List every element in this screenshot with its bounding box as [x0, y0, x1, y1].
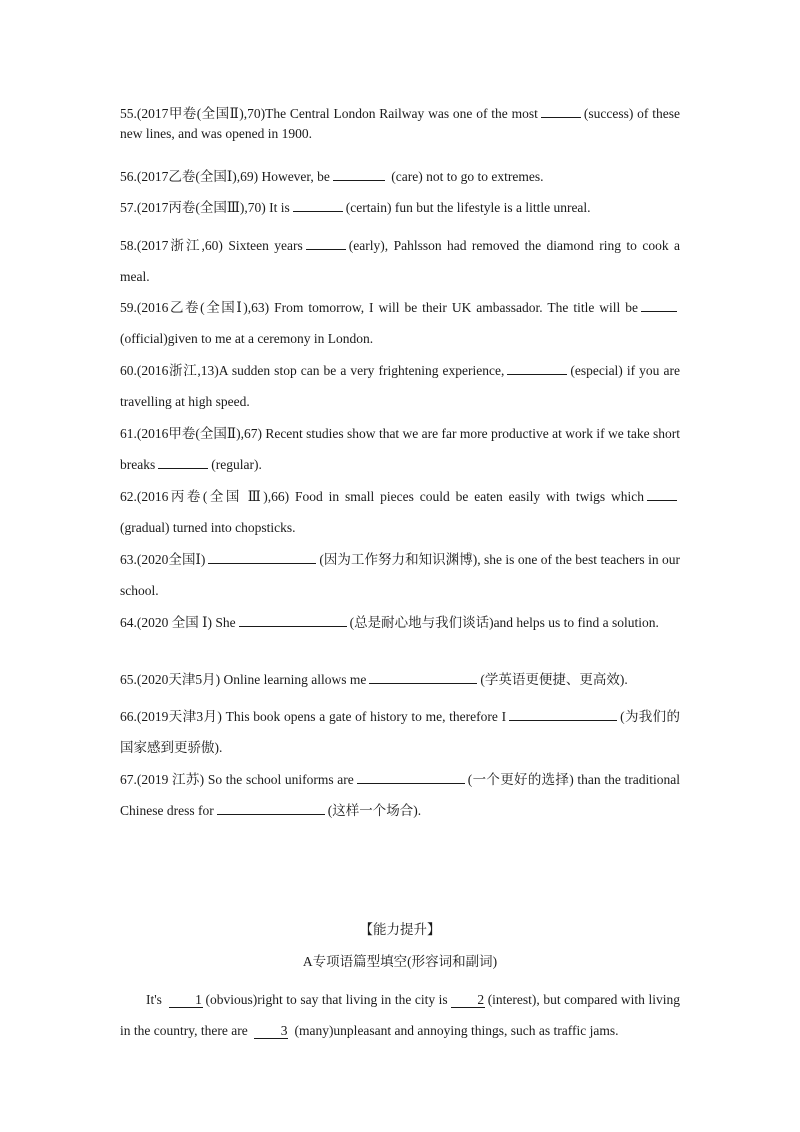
question-number: 61.	[120, 426, 137, 441]
question-58	[120, 230, 680, 292]
question-62	[120, 481, 680, 543]
question-67	[120, 764, 680, 826]
question-number: 59.	[120, 300, 137, 315]
answer-blank[interactable]	[293, 198, 343, 212]
question-text: (2019天津3月) This book opens a gate of history to me, therefore I	[136, 709, 507, 724]
question-65	[120, 670, 680, 690]
passage-text: (many)unpleasant and annoying things, such as traffic jams.	[294, 1023, 619, 1038]
answer-blank[interactable]	[333, 167, 385, 181]
question-text: (2016浙江,13)A sudden stop can be a very frightening experience,	[136, 363, 505, 378]
question-66	[120, 701, 680, 763]
question-hint: (gradual) turned into chopsticks.	[120, 520, 296, 535]
question-56	[120, 167, 680, 187]
question-text: (2017甲卷(全国Ⅱ),70)The Central London Railway was one of the most	[136, 106, 538, 121]
question-number: 58.	[120, 238, 137, 253]
question-text: (2020天津5月) Online learning allows me	[136, 672, 367, 687]
passage-paragraph	[120, 984, 680, 1046]
question-57	[120, 198, 680, 218]
question-hint: (学英语更便捷、更高效).	[480, 672, 628, 687]
answer-blank[interactable]	[239, 613, 347, 627]
question-hint: (early), Pahlsson had removed the diamond ring to cook a meal.	[120, 238, 681, 284]
answer-blank[interactable]	[158, 455, 208, 469]
passage-text: (interest), but compared with living in the country, there are	[120, 992, 680, 1038]
question-hint: (一个更好的选择) than the traditional Chinese dress for	[120, 772, 680, 818]
question-number: 66.	[120, 709, 137, 724]
question-hint: (certain) fun but the lifestyle is a little unreal.	[345, 200, 591, 215]
question-61	[120, 418, 680, 480]
answer-blank[interactable]	[357, 770, 465, 784]
question-text: (2020 全国 Ⅰ) She	[136, 615, 236, 630]
question-hint: (总是耐心地与我们谈话)and helps us to find a solution.	[349, 615, 659, 630]
question-hint: (为我们的国家感到更骄傲).	[120, 709, 680, 755]
question-text: (2017乙卷(全国Ⅰ),69) However, be	[136, 169, 330, 184]
question-number: 60.	[120, 363, 137, 378]
question-hint: (official)given to me at a ceremony in London.	[120, 331, 374, 346]
answer-blank[interactable]	[509, 707, 617, 721]
question-number: 67.	[120, 772, 137, 787]
question-number: 57.	[120, 200, 137, 215]
passage-text: (obvious)right to say that living in the city is	[205, 992, 448, 1007]
passage-blank-2[interactable]: 2	[451, 992, 485, 1008]
question-hint: (因为工作努力和知识渊博), she is one of the best teachers in our school.	[120, 552, 680, 598]
answer-blank[interactable]	[507, 361, 567, 375]
question-number: 64.	[120, 615, 137, 630]
question-text: (2016丙卷(全国 Ⅲ),66) Food in small pieces could be eaten easily with twigs which	[136, 489, 644, 504]
section-subheading: A专项语篇型填空(形容词和副词)	[302, 954, 498, 969]
answer-blank[interactable]	[641, 298, 677, 312]
answer-blank[interactable]	[541, 104, 581, 118]
question-number: 62.	[120, 489, 137, 504]
answer-blank[interactable]	[217, 801, 325, 815]
passage-blank-3[interactable]: 3	[254, 1023, 288, 1039]
question-text: (2016乙卷(全国Ⅰ),63) From tomorrow, I will be their UK ambassador. The title will be	[136, 300, 638, 315]
question-hint: (success) of these new lines, and was opened in 1900.	[120, 106, 680, 141]
answer-blank[interactable]	[369, 670, 477, 684]
question-hint: (这样一个场合).	[327, 803, 422, 818]
question-59	[120, 292, 680, 354]
question-text: (2017丙卷(全国Ⅲ),70) It is	[136, 200, 290, 215]
passage-blank-1[interactable]: 1	[169, 992, 203, 1008]
question-55	[120, 104, 680, 144]
question-text: (2016甲卷(全国Ⅱ),67) Recent studies show that we are far more productive at work if we take short breaks	[120, 426, 680, 472]
question-hint: (care) not to go to extremes.	[387, 169, 544, 184]
question-text: (2019 江苏) So the school uniforms are	[136, 772, 354, 787]
question-hint: (regular).	[211, 457, 262, 472]
question-63	[120, 544, 680, 606]
question-number: 65.	[120, 672, 137, 687]
question-hint: (especial) if you are travelling at high speed.	[120, 363, 680, 409]
question-text: (2020全国Ⅰ)	[136, 552, 206, 567]
question-number: 63.	[120, 552, 137, 567]
question-number: 55.	[120, 106, 137, 121]
question-64	[120, 607, 680, 638]
answer-blank[interactable]	[306, 236, 346, 250]
question-text: (2017浙江,60) Sixteen years	[136, 238, 303, 253]
question-number: 56.	[120, 169, 137, 184]
passage-text: It's	[146, 992, 162, 1007]
answer-blank[interactable]	[208, 550, 316, 564]
answer-blank[interactable]	[647, 487, 677, 501]
section-heading: 【能力提升】	[359, 922, 441, 937]
question-60	[120, 355, 680, 417]
